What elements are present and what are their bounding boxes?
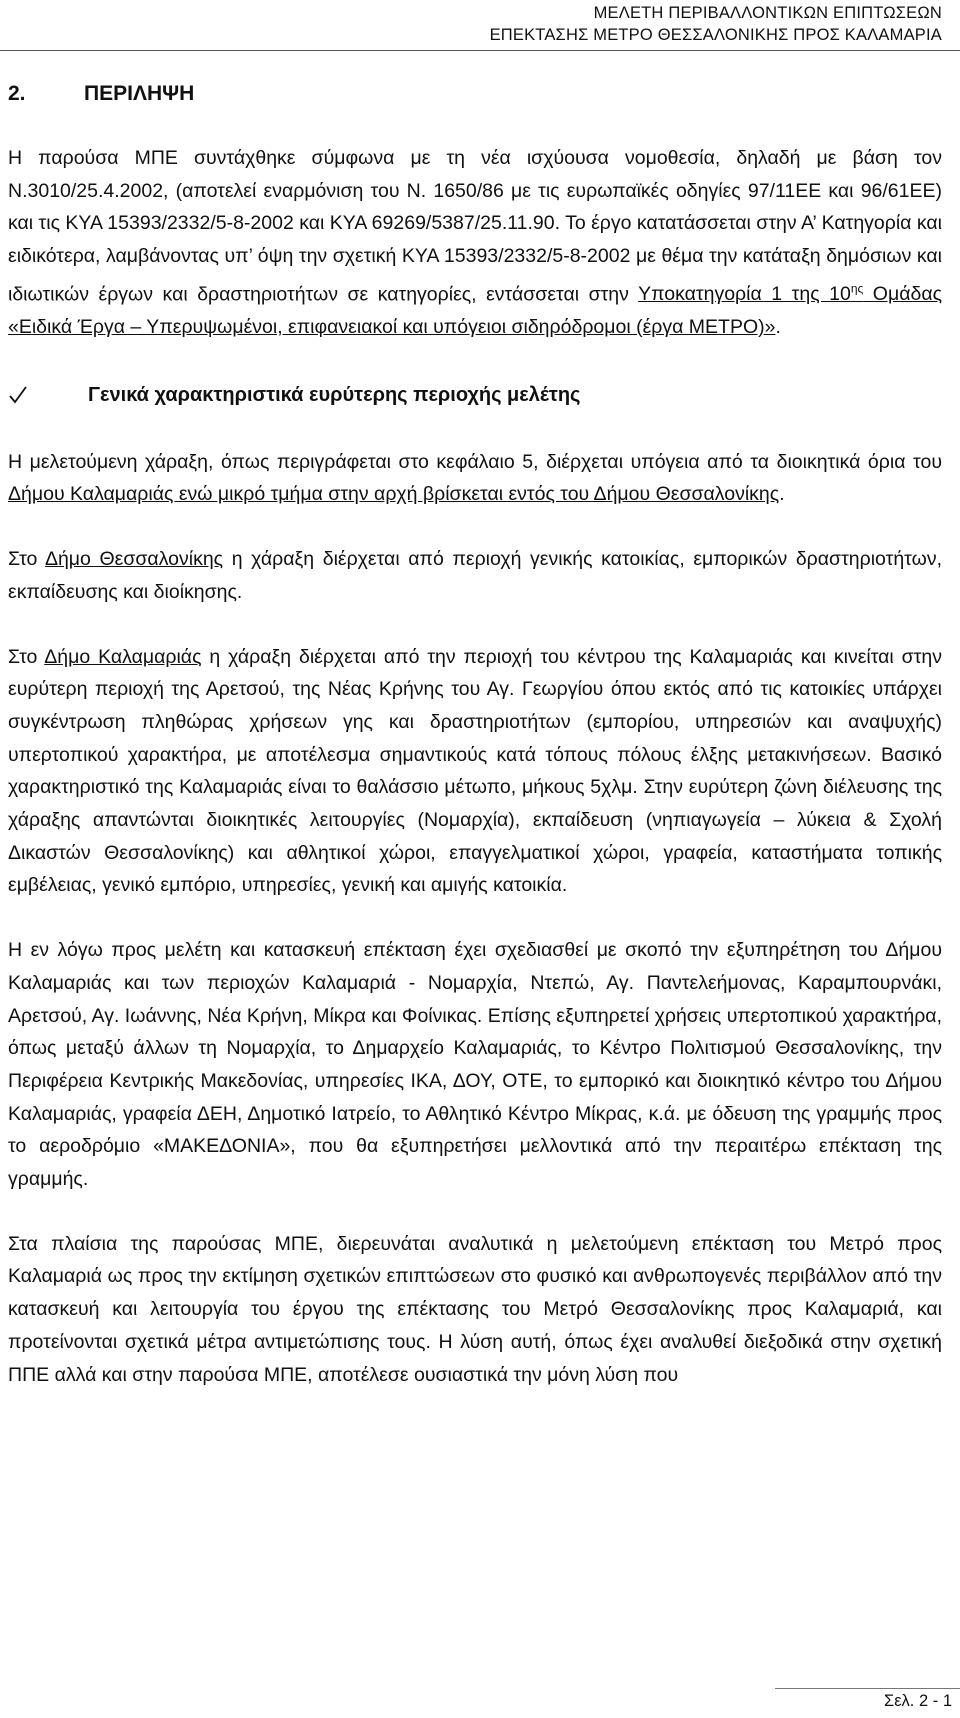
paragraph-kalamaria xyxy=(8,641,942,903)
sentence-end: . xyxy=(775,316,781,339)
subheading-text: Γενικά χαρακτηριστικά ευρύτερης περιοχής μελέτης xyxy=(88,383,581,406)
section-title: ΠΕΡΙΛΗΨΗ xyxy=(84,82,195,105)
paragraph-thessaloniki-lead: Στο xyxy=(8,548,45,571)
paragraph-thessaloniki xyxy=(8,543,942,608)
page-header xyxy=(490,2,942,46)
paragraph-legislation xyxy=(8,142,942,344)
subheading-general-characteristics xyxy=(8,380,942,410)
paragraph-kalamaria-lead: Στο xyxy=(8,645,45,668)
group-text: Ομάδας «Ειδικά Έργα – Υπερυψωμένοι, επιφανειακοί και υπόγειοι σιδηρόδρομοι (έργα ΜΕΤΡΟ)» xyxy=(8,283,943,339)
page-number: Σελ. 2 - 1 xyxy=(884,1692,952,1710)
subcategory-text: Υποκατηγορία 1 της 10 xyxy=(638,283,851,306)
header-title-line-1: ΜΕΛΕΤΗ ΠΕΡΙΒΑΛΛΟΝΤΙΚΩΝ ΕΠΙΠΤΩΣΕΩΝ xyxy=(593,4,942,22)
header-divider xyxy=(0,50,960,51)
check-icon xyxy=(8,385,88,405)
section-heading xyxy=(8,82,194,106)
paragraph-study-scope: Στα πλαίσια της παρούσας ΜΠΕ, διερευνάται αναλυτικά η μελετούμενη επέκταση του Μετρό προς Καλαμαριά ως προς την εκτίμηση σχετικών επιπτώσεων στο φυσικό και ανθρωπογενές περιβάλλον από την κατασκευή και λειτουργία του έργου της επέκτασης του Μετρό Θεσσαλονίκης προς Καλαμαριά, και προτείνονται σχετικά μέτρα αντιμετώπισης τους. Η λύση αυτή, όπως έχει αναλυθεί διεξοδικά στην σχετική ΠΠΕ αλλά και στην παρούσα ΜΠΕ, αποτέλεσε ουσιαστικά την μόνη λύση που xyxy=(8,1232,942,1386)
header-title-line-2: ΕΠΕΚΤΑΣΗΣ ΜΕΤΡΟ ΘΕΣΣΑΛΟΝΙΚΗΣ ΠΡΟΣ ΚΑΛΑΜΑΡΙΑ xyxy=(489,26,942,44)
paragraph-kalamaria-text: η χάραξη διέρχεται από την περιοχή του κέντρου της Καλαμαριάς και κινείται στην ευρύτερη περιοχή της Αρετσού, της Νέας Κρήνης του Αγ. Γεωργίου όπου εκτός από τις κατοικίες υπάρχει συγκέντρωση πληθώρας χρήσεων γης και δραστηριοτήτων (εμπορίου, υπηρεσιών και αναψυχής) υπερτοπικού χαρακτήρα, με αποτέλεσμα σημαντικούς κατά τόπους πόλους έλξης μετακινήσεων. Βασικό χαρακτηριστικό της Καλαμαριάς είναι το θαλάσσιο μέτωπο, μήκους 5χλμ. Στην ευρύτερη ζώνη διέλευσης της χάραξης απαντώνται διοικητικές λειτουργίες (Νομαρχία), εκπαίδευση (νηπιαγωγεία – λύκεια & Σχολή Δικαστών Θεσσαλονίκης) και αθλητικοί χώροι, επαγγελματικοί χώροι, γραφεία, καταστήματα τοπικής εμβέλειας, γενικό εμπόριο, υπηρεσίες, γενική και αμιγής κατοικία. xyxy=(8,645,942,897)
paragraph-thessaloniki-text: η χάραξη διέρχεται από περιοχή γενικής κατοικίας, εμπορικών δραστηριοτήτων, εκπαίδευσης και διοίκησης. xyxy=(8,548,942,603)
paragraph-service-area: Η εν λόγω προς μελέτη και κατασκευή επέκταση έχει σχεδιασθεί με σκοπό την εξυπηρέτηση του Δήμου Καλαμαριάς και των περιοχών Καλαμαριά - Νομαρχία, Ντεπώ, Αγ. Παντελεήμονας, Καραμπουρνάκι, Αρετσού, Αγ. Ιωάννης, Νέα Κρήνη, Μίκρα και Φοίνικας. Επίσης εξυπηρετεί χρήσεις υπερτοπικού χαρακτήρα, όπως μεταξύ άλλων τη Νομαρχία, το Δημαρχείο Καλαμαριάς, το Κέντρο Πολιτισμού Θεσσαλονίκης, την Περιφέρεια Κεντρικής Μακεδονίας, υπηρεσίες ΙΚΑ, ΔΟΥ, ΟΤΕ, το εμπορικό και διοικητικό κέντρο του Δήμου Καλαμαριάς, γραφεία ΔΕΗ, Δημοτικό Ιατρείο, το Αθλητικό Κέντρο Μίκρας, κ.ά. με όδευση της γραμμής προς το αεροδρόμιο «ΜΑΚΕΔΟΝΙΑ», που θα εξυπηρετήσει μελλοντικά από την περαιτέρω επέκταση της γραμμής. xyxy=(8,939,942,1191)
footer-divider xyxy=(775,1688,960,1689)
paragraph-route-overview-text: Η μελετούμενη χάραξη, όπως περιγράφεται στο κεφάλαιο 5, διέρχεται υπόγεια από τα διοικητικά όρια του xyxy=(8,450,942,473)
paragraph-legislation-text: Η παρούσα ΜΠΕ συντάχθηκε σύμφωνα με τη νέα ισχύουσα νομοθεσία, δηλαδή με βάση τον Ν.3010/25.4.2002, (αποτελεί εναρμόνιση του Ν. 1650/86 με τις ευρωπαϊκές οδηγίες 97/11ΕΕ και 96/61ΕΕ) και τις ΚΥΑ 15393/2332/5-8-2002 και ΚΥΑ 69269/5387/25.11.90. Το έργο κατατάσσεται στην Α’ Κατηγορία και ειδικότερα, λαμβάνοντας υπ’ όψη την σχετική ΚΥΑ 15393/2332/5-8-2002 με θέμα την κατάταξη δημόσιων και ιδιωτικών έργων και δραστηριοτήτων σε κατηγορίες, εντάσσεται στην xyxy=(8,147,942,306)
sentence-end: . xyxy=(779,483,785,506)
ordinal-superscript: ης xyxy=(850,281,864,296)
paragraph-route-overview xyxy=(8,446,942,511)
document-body xyxy=(8,142,942,1391)
kalamaria-municipality: Δήμο Καλαμαριάς xyxy=(44,645,202,668)
section-number: 2. xyxy=(8,82,26,105)
municipality-reference: Δήμου Καλαμαριάς ενώ μικρό τμήμα στην αρχή βρίσκεται εντός του Δήμου Θεσσαλονίκης xyxy=(8,483,780,506)
thessaloniki-municipality: Δήμο Θεσσαλονίκης xyxy=(44,548,224,571)
